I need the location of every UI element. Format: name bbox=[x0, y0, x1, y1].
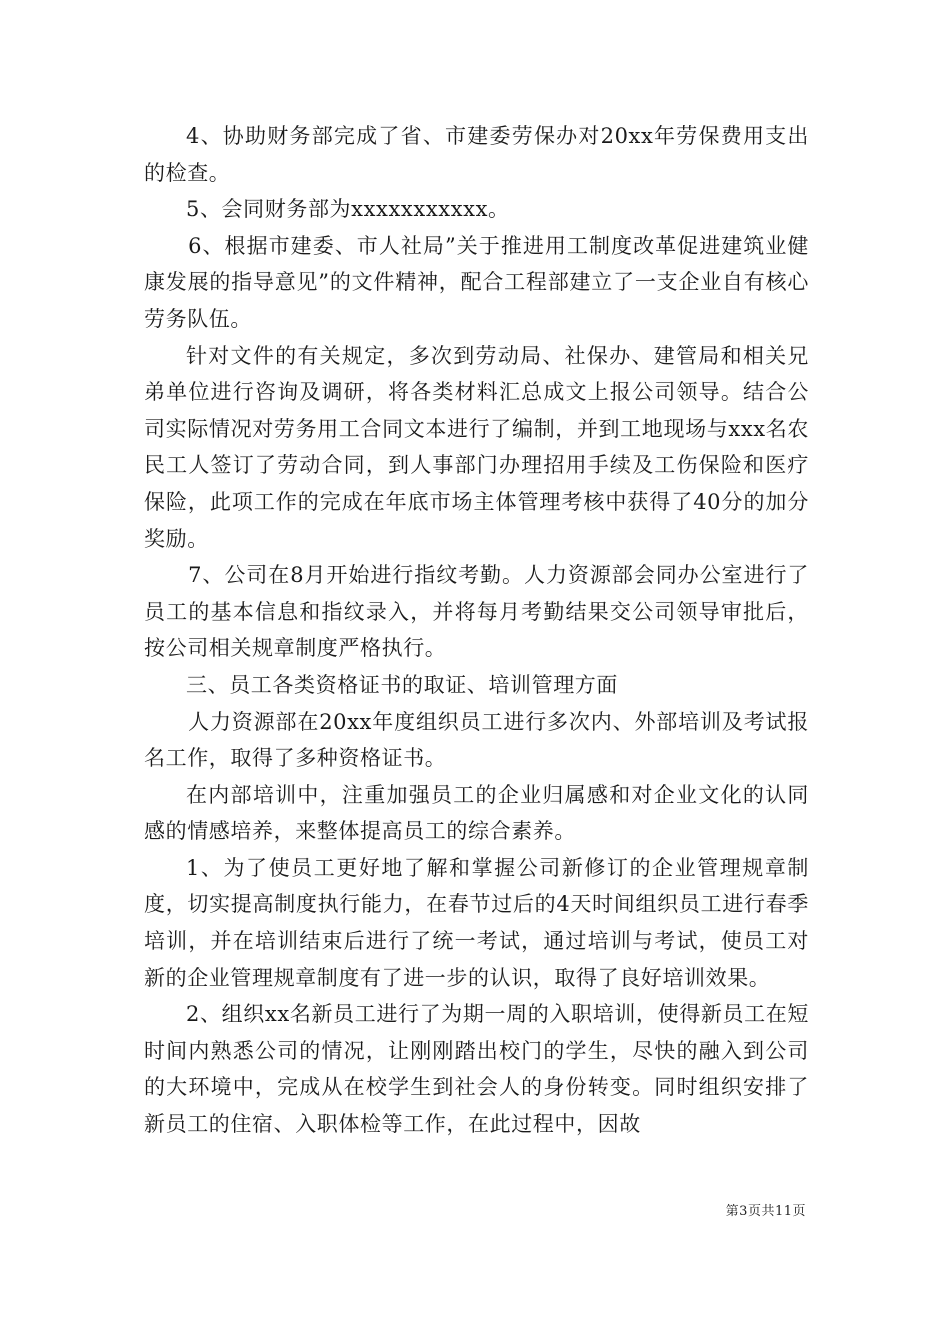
paragraph-item-6: 6、根据市建委、市人社局”关于推进用工制度改革促进建筑业健康发展的指导意见”的文件精神，配合工程部建立了一支企业自有核心劳务队伍。 bbox=[144, 233, 809, 331]
document-body bbox=[144, 118, 809, 1143]
paragraph-training-item-2: 2、组织xx名新员工进行了为期一周的入职培训，使得新员工在短时间内熟悉公司的情况，让刚刚踏出校门的学生，尽快的融入到公司的大环境中，完成从在校学生到社会人的身份转变。同时组织安排了新员工的住宿、入职体检等工作，在此过程中，因故 bbox=[144, 1002, 809, 1137]
paragraph-training-overview: 人力资源部在20xx年度组织员工进行多次内、外部培训及考试报名工作，取得了多种资格证书。 bbox=[144, 709, 809, 771]
section-heading-training: 三、员工各类资格证书的取证、培训管理方面 bbox=[186, 672, 618, 697]
paragraph-training-item-1: 1、为了使员工更好地了解和掌握公司新修订的企业管理规章制度，切实提高制度执行能力，在春节过后的4天时间组织员工进行春季培训，并在培训结束后进行了统一考试，通过培训与考试，使员工对新的企业管理规章制度有了进一步的认识，取得了良好培训效果。 bbox=[144, 855, 809, 990]
page-number-footer: 第3页共11页 bbox=[725, 1204, 806, 1219]
paragraph-internal-training: 在内部培训中，注重加强员工的企业归属感和对企业文化的认同感的情感培养，来整体提高员工的综合素养。 bbox=[144, 782, 809, 844]
paragraph-labor-contract: 针对文件的有关规定，多次到劳动局、社保办、建管局和相关兄弟单位进行咨询及调研，将各类材料汇总成文上报公司领导。结合公司实际情况对劳务用工合同文本进行了编制，并到工地现场与xxx名农民工人签订了劳动合同，到人事部门办理招用手续及工伤保险和医疗保险，此项工作的完成在年底市场主体管理考核中获得了40分的加分奖励。 bbox=[144, 343, 809, 551]
paragraph-item-5: 5、会同财务部为xxxxxxxxxxx。 bbox=[186, 197, 510, 222]
paragraph-item-7: 7、公司在8月开始进行指纹考勤。人力资源部会同办公室进行了员工的基本信息和指纹录入，并将每月考勤结果交公司领导审批后，按公司相关规章制度严格执行。 bbox=[144, 563, 809, 661]
paragraph-item-4: 4、协助财务部完成了省、市建委劳保办对20xx年劳保费用支出的检查。 bbox=[144, 124, 809, 185]
